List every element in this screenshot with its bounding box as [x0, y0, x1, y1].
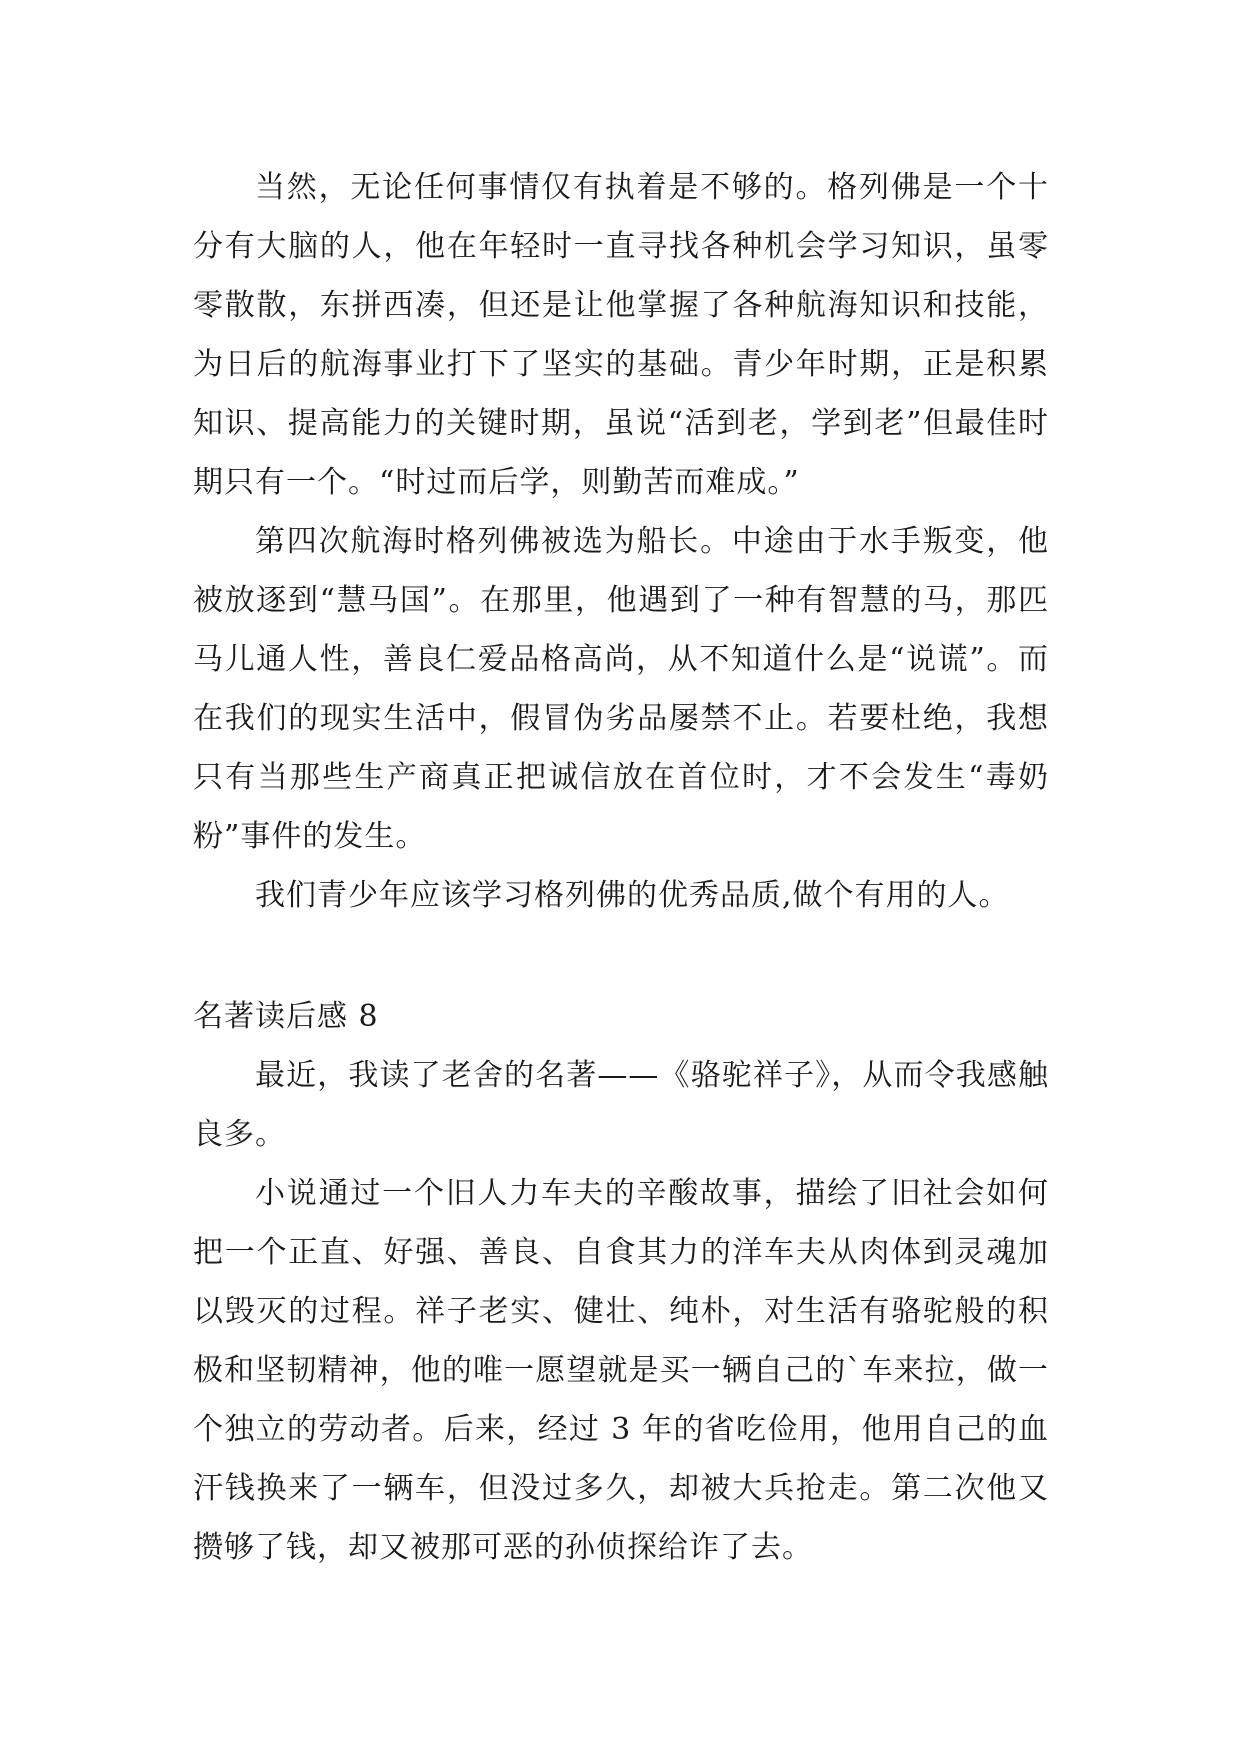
paragraph-novel-summary: 小说通过一个旧人力车夫的辛酸故事，描绘了旧社会如何把一个正直、好强、善良、自食其力的洋车夫从肉体到灵魂加以毁灭的过程。祥子老实、健壮、纯朴，对生活有骆驼般的积极和坚韧精神，他的唯一愿望就是买一辆自己的`车来拉，做一个独立的劳动者。后来，经过 3 年的省吃俭用，他用自己的血汗钱换来了一辆车，但没过多久，却被大兵抢走。第二次他又攒够了钱，却又被那可恶的孙侦探给诈了去。: [193, 1176, 1049, 1565]
section-heading: 名著读后感 8: [193, 999, 379, 1034]
paragraph-intro-camel-xiangzi: 最近，我读了老舍的名著——《骆驼祥子》，从而令我感触良多。: [193, 1058, 1049, 1152]
paragraph-conclusion: 我们青少年应该学习格列佛的优秀品质,做个有用的人。: [255, 878, 1010, 913]
paragraph-perseverance: 当然，无论任何事情仅有执着是不够的。格列佛是一个十分有大脑的人，他在年轻时一直寻找各种机会学习知识，虽零零散散，东拼西凑，但还是让他掌握了各种航海知识和技能，为日后的航海事业打下了坚实的基础。青少年时期，正是积累知识、提高能力的关键时期，虽说“活到老，学到老”但最佳时期只有一个。“时过而后学，则勤苦而难成。”: [193, 170, 1049, 500]
paragraph-fourth-voyage: 第四次航海时格列佛被选为船长。中途由于水手叛变，他被放逐到“慧马国”。在那里，他遇到了一种有智慧的马，那匹马儿通人性，善良仁爱品格高尚，从不知道什么是“说谎”。而在我们的现实生活中，假冒伪劣品屡禁不止。若要杜绝，我想只有当那些生产商真正把诚信放在首位时，才不会发生“毒奶粉”事件的发生。: [193, 524, 1049, 854]
document-page: [193, 158, 1049, 1577]
